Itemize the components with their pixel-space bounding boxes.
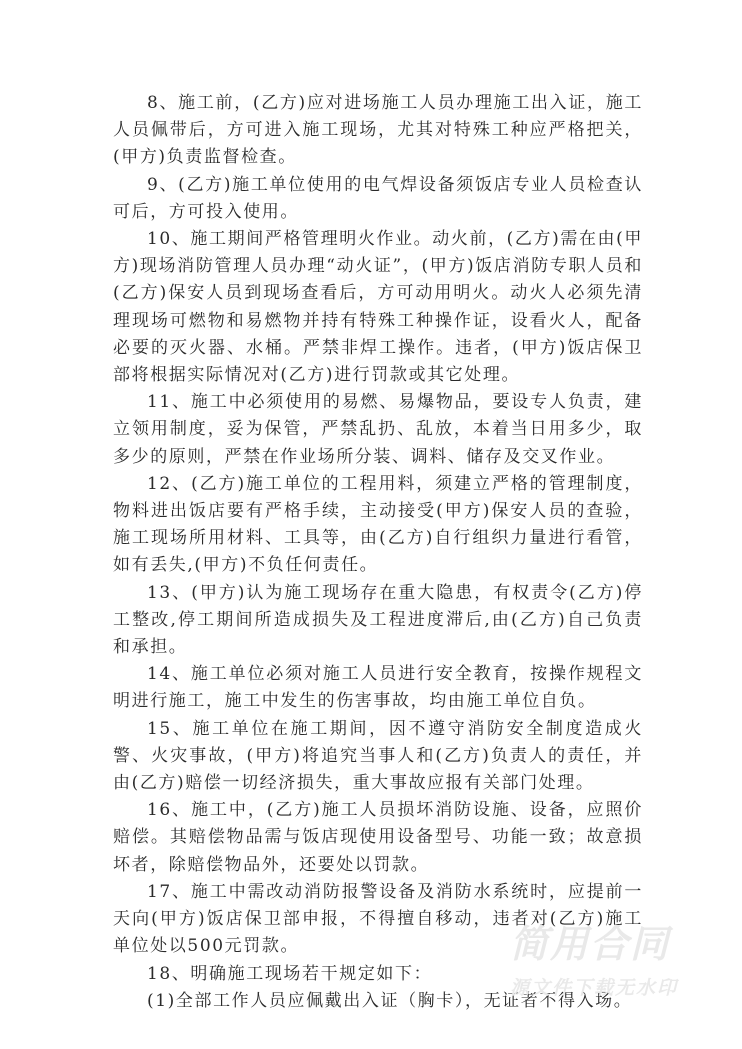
- watermark-title: 简用合同: [510, 922, 671, 966]
- clause-15: 15、施工单位在施工期间，因不遵守消防安全制度造成火警、火灾事故，(甲方)将追究当事人和(乙方)负责人的责任，并由(乙方)赔偿一切经济损失，重大事故应报有关部门处理。: [113, 718, 643, 794]
- clause-10: 10、施工期间严格管理明火作业。动火前，(乙方)需在由(甲方)现场消防管理人员办理“动火证”，(甲方)饭店消防专职人员和(乙方)保安人员到现场查看后，方可动用明火。动火人必须先清理现场可燃物和易燃物并持有特殊工种操作证，设看火人，配备必要的灭火器、水桶。严禁非焊工操作。违者，(甲方)饭店保卫部将根据实际情况对(乙方)进行罚款或其它处理。: [113, 229, 643, 386]
- clause-12: 12、(乙方)施工单位的工程用料，须建立严格的管理制度，物料进出饭店要有严格手续，主动接受(甲方)保安人员的查验，施工现场所用材料、工具等，由(乙方)自行组织力量进行看管，如有丢失,(甲方)不负任何责任。: [113, 473, 643, 576]
- clause-11: 11、施工中必须使用的易燃、易爆物品，要设专人负责，建立领用制度，妥为保管，严禁乱扔、乱放，本着当日用多少，取多少的原则，严禁在作业场所分装、调料、储存及交叉作业。: [113, 392, 643, 467]
- watermark: [510, 922, 710, 1002]
- clause-18-item-1: (1)全部工作人员应佩戴出入证（胸卡），无证者不得入场。: [147, 990, 633, 1011]
- clause-18: 18、明确施工现场若干规定如下：: [147, 963, 433, 984]
- document-body: [113, 90, 643, 1015]
- clause-17: 17、施工中需改动消防报警设备及消防水系统时，应提前一天向(甲方)饭店保卫部申报，不得擅自移动，违者对(乙方)施工单位处以500元罚款。: [113, 881, 643, 957]
- clause-13: 13、(甲方)认为施工现场存在重大隐患，有权责令(乙方)停工整改,停工期间所造成损失及工程进度滞后,由(乙方)自己负责和承担。: [113, 582, 643, 658]
- clause-9: 9、(乙方)施工单位使用的电气焊设备须饭店专业人员检查认可后，方可投入使用。: [113, 174, 643, 222]
- clause-16: 16、施工中，(乙方)施工人员损坏消防设施、设备，应照价赔偿。其赔偿物品需与饭店现使用设备型号、功能一致；故意损坏者，除赔偿物品外，还要处以罚款。: [113, 800, 643, 875]
- clause-8: 8、施工前，(乙方)应对进场施工人员办理施工出入证，施工人员佩带后，方可进入施工现场，尤其对特殊工种应严格把关，(甲方)负责监督检查。: [113, 93, 643, 168]
- watermark-subtitle: 源文件下载无水印: [510, 977, 679, 999]
- clause-14: 14、施工单位必须对施工人员进行安全教育，按操作规程文明进行施工，施工中发生的伤害事故，均由施工单位自负。: [113, 664, 643, 712]
